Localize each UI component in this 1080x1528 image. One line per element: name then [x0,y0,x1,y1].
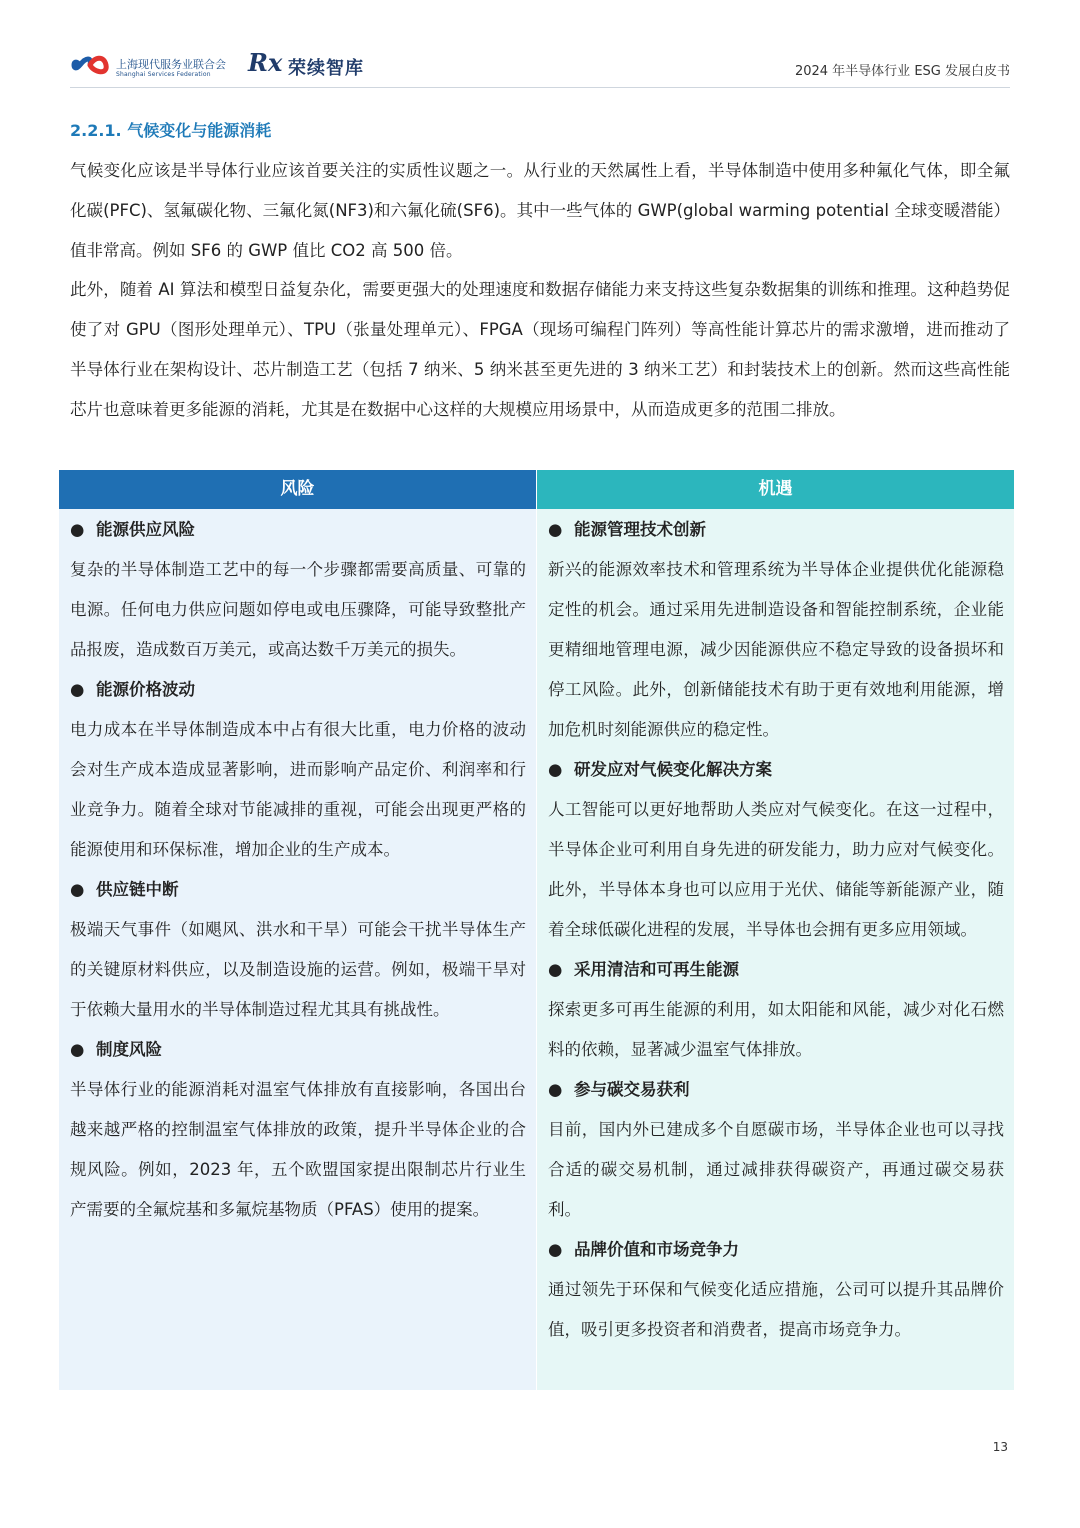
bullet-icon: ● [548,760,563,779]
risk-item [70,510,526,670]
body-paragraph-1: 气候变化应该是半导体行业应该首要关注的实质性议题之一。从行业的天然属性上看，半导体制造中使用多种氟化气体，即全氟化碳(PFC)、氢氟碳化物、三氟化氮(NF3)和六氟化硫(SF6)。其中一些气体的 GWP(global warming potential 全球变暖潜能）值非常高。例如 SF6 的 GWP 值比 CO2 高 500 倍。 [70,161,1010,260]
opportunity-column [537,470,1014,1390]
opportunity-item-title: 能源管理技术创新 [574,520,706,539]
bullet-icon: ● [70,1040,85,1059]
federation-logo [70,50,240,84]
brand-logo [248,48,388,84]
risk-item-title: 能源供应风险 [96,520,195,539]
bullet-icon: ● [70,680,85,699]
federation-name-cn: 上海现代服务业联合会 [116,58,226,71]
opportunity-header: 机遇 [537,470,1014,509]
opportunity-list [548,510,1004,1350]
bullet-icon: ● [548,1240,563,1259]
body-paragraph-2: 此外，随着 AI 算法和模型日益复杂化，需要更强大的处理速度和数据存储能力来支持这些复杂数据集的训练和推理。这种趋势促使了对 GPU（图形处理单元）、TPU（张量处理单元）、FPGA（现场可编程门阵列）等高性能计算芯片的需求激增，进而推动了半导体行业在架构设计、芯片制造工艺（包括 7 纳米、5 纳米甚至更先进的 3 纳米工艺）和封装技术上的创新。然而这些高性能芯片也意味着更多能源的消耗，尤其是在数据中心这样的大规模应用场景中，从而造成更多的范围二排放。 [70,280,1010,419]
bullet-icon: ● [548,960,563,979]
risk-item [70,1030,526,1230]
brand-mark: Rx [248,48,283,77]
opportunity-item [548,1230,1004,1350]
opportunity-item [548,750,1004,950]
bullet-icon: ● [70,880,85,899]
risk-item-text: 复杂的半导体制造工艺中的每一个步骤都需要高质量、可靠的电源。任何电力供应问题如停电或电压骤降，可能导致整批产品报废，造成数百万美元，或高达数千万美元的损失。 [70,560,526,659]
risk-list [70,510,526,1230]
document-title: 2024 年半导体行业 ESG 发展白皮书 [794,64,1010,79]
bullet-icon: ● [548,1080,563,1099]
risk-header: 风险 [59,470,536,509]
bullet-icon: ● [548,520,563,539]
opportunity-item-title: 研发应对气候变化解决方案 [574,760,772,779]
opportunity-item-text: 通过领先于环保和气候变化适应措施，公司可以提升其品牌价值，吸引更多投资者和消费者，提高市场竞争力。 [548,1280,1004,1339]
risk-item-text: 极端天气事件（如飓风、洪水和干旱）可能会干扰半导体生产的关键原材料供应，以及制造设施的运营。例如，极端干旱对于依赖大量用水的半导体制造过程尤其具有挑战性。 [70,920,526,1019]
opportunity-item [548,510,1004,750]
page-header [70,46,1010,86]
risk-item-text: 电力成本在半导体制造成本中占有很大比重，电力价格的波动会对生产成本造成显著影响，进而影响产品定价、利润率和行业竞争力。随着全球对节能减排的重视，可能会出现更严格的能源使用和环保标准，增加企业的生产成本。 [70,720,526,859]
section-heading: 2.2.1. 气候变化与能源消耗 [70,121,272,140]
risk-item [70,670,526,870]
opportunity-item-text: 目前，国内外已建成多个自愿碳市场，半导体企业也可以寻找合适的碳交易机制，通过减排获得碳资产，再通过碳交易获利。 [548,1120,1004,1219]
risk-column [59,470,536,1390]
opportunity-item [548,1070,1004,1230]
opportunity-item-text: 探索更多可再生能源的利用，如太阳能和风能，减少对化石燃料的依赖，显著减少温室气体排放。 [548,1000,1004,1059]
risk-item-title: 制度风险 [96,1040,162,1059]
risk-item-text: 半导体行业的能源消耗对温室气体排放有直接影响，各国出台越来越严格的控制温室气体排放的政策，提升半导体企业的合规风险。例如，2023 年，五个欧盟国家提出限制芯片行业生产需要的全氟烷基和多氟烷基物质（PFAS）使用的提案。 [70,1080,526,1219]
opportunity-item-title: 采用清洁和可再生能源 [574,960,739,979]
risk-item-title: 供应链中断 [96,880,179,899]
federation-name-en: Shanghai Services Federation [116,71,211,78]
federation-logo-icon [70,50,110,80]
opportunity-item-title: 品牌价值和市场竞争力 [574,1240,739,1259]
opportunity-item [548,950,1004,1070]
brand-name: 荣续智库 [288,58,364,79]
opportunity-item-text: 新兴的能源效率技术和管理系统为半导体企业提供优化能源稳定性的机会。通过采用先进制造设备和智能控制系统，企业能更精细地管理电源，减少因能源供应不稳定导致的设备损坏和停工风险。此外，创新储能技术有助于更有效地利用能源，增加危机时刻能源供应的稳定性。 [548,560,1004,739]
risk-item-title: 能源价格波动 [96,680,195,699]
opportunity-item-text: 人工智能可以更好地帮助人类应对气候变化。在这一过程中，半导体企业可利用自身先进的研发能力，助力应对气候变化。此外，半导体本身也可以应用于光伏、储能等新能源产业，随着全球低碳化进程的发展，半导体也会拥有更多应用领域。 [548,800,1004,939]
bullet-icon: ● [70,520,85,539]
opportunity-item-title: 参与碳交易获利 [574,1080,690,1099]
page-number: 13 [992,1440,1008,1454]
risk-item [70,870,526,1030]
risk-opportunity-table [59,470,1014,1390]
header-divider [70,87,1010,88]
